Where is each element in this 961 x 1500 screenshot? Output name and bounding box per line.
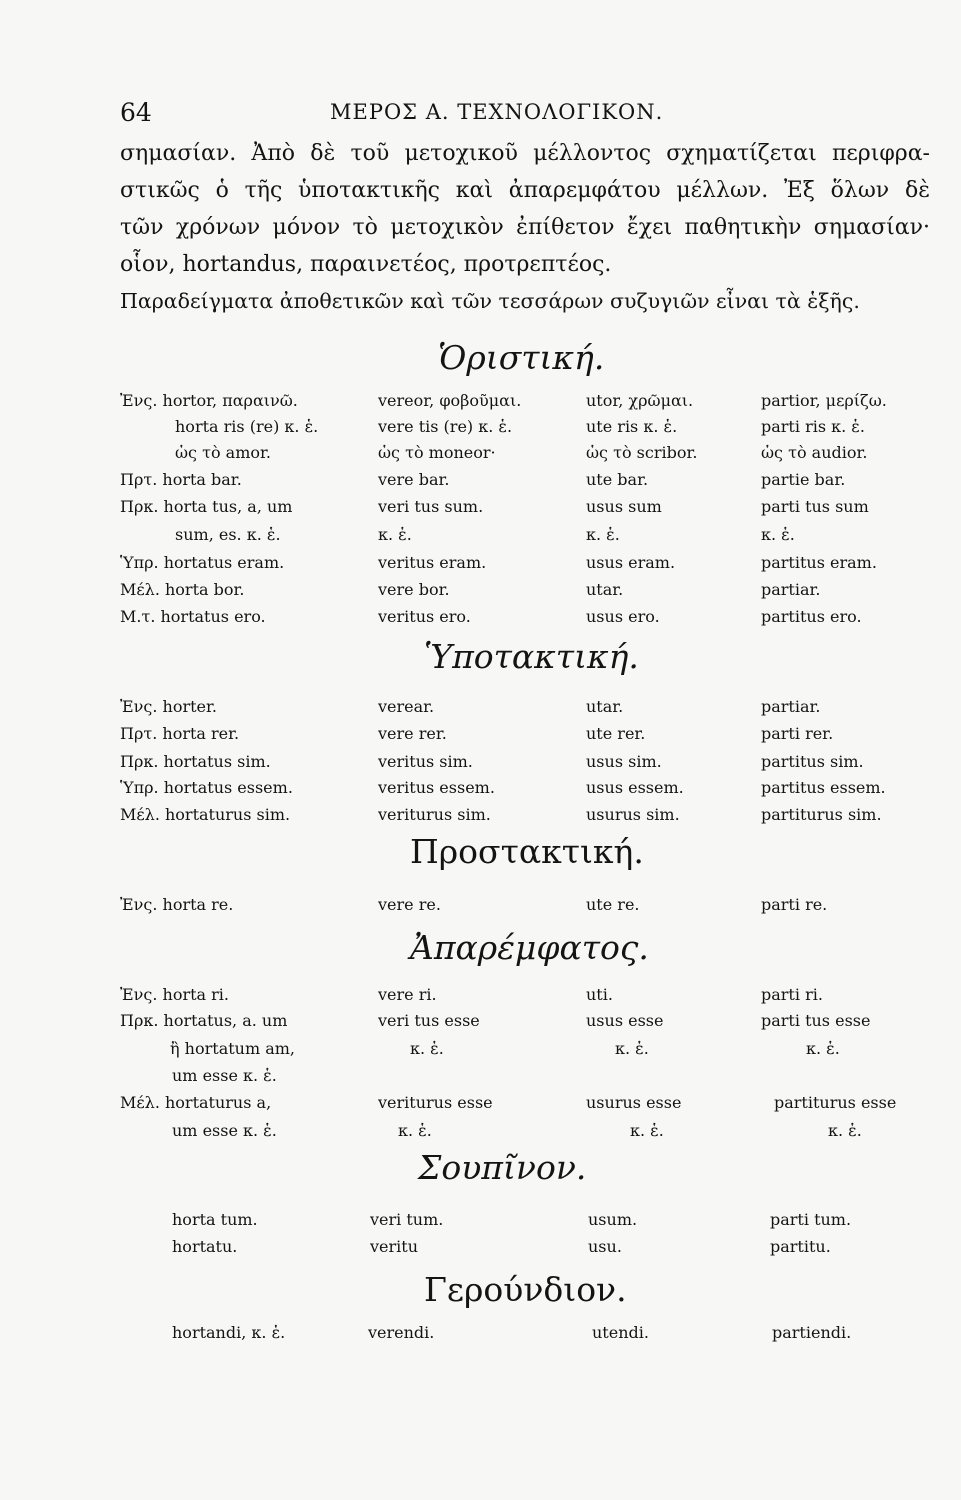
- cell: partiendi.: [772, 1323, 852, 1342]
- cell: hortandi, κ. ἑ.: [172, 1323, 286, 1342]
- table-row: [172, 1323, 961, 1349]
- section-title-oristiki: Ὁριστική.: [438, 338, 605, 377]
- cell: horta tum.: [172, 1210, 258, 1229]
- table-row: [120, 724, 920, 750]
- cell: veritus eram.: [378, 553, 487, 572]
- cell: κ. ἑ.: [378, 525, 412, 544]
- cell: Πρκ. hortatus, a. um: [120, 1011, 288, 1030]
- cell: ὡς τὸ audior.: [761, 443, 868, 462]
- cell: veri tum.: [370, 1210, 444, 1229]
- cell: hortatu.: [172, 1237, 238, 1256]
- cell: parti re.: [761, 895, 828, 914]
- table-row: [120, 895, 920, 921]
- cell: partior, μερίζω.: [761, 391, 887, 410]
- cell: ὡς τὸ amor.: [175, 443, 271, 462]
- cell: Πρκ. hortatus sim.: [120, 752, 271, 771]
- cell: usus sim.: [586, 752, 662, 771]
- table-row: [175, 443, 961, 469]
- table-row: [172, 1066, 961, 1092]
- cell: Μέλ. hortaturus sim.: [120, 805, 291, 824]
- section-title-prostaktiki: Προστακτική.: [410, 832, 644, 871]
- cell: vereor, φοβοῦμαι.: [378, 391, 522, 410]
- table-row: [120, 497, 920, 523]
- cell: Ὑπρ. hortatus eram.: [120, 553, 285, 572]
- cell: parti ri.: [761, 985, 823, 1004]
- cell: ute ris κ. ἑ.: [586, 417, 678, 436]
- intro-line: Παραδείγματα ἀποθετικῶν καὶ τῶν τεσσάρων συζυγιῶν εἶναι τὰ ἑξῆς.: [120, 289, 860, 313]
- cell: ὡς τὸ scribor.: [586, 443, 698, 462]
- cell: utor, χρῶμαι.: [586, 391, 694, 410]
- cell: vere re.: [378, 895, 441, 914]
- section-title-geroundion: Γερούνδιον.: [424, 1270, 627, 1309]
- table-row: [120, 1011, 920, 1037]
- cell: partiar.: [761, 697, 821, 716]
- cell: Πρκ. horta tus, a, um: [120, 497, 293, 516]
- cell: veritus ero.: [378, 607, 471, 626]
- cell: vere ri.: [378, 985, 437, 1004]
- table-row: [120, 470, 920, 496]
- cell: utar.: [586, 697, 624, 716]
- table-row: [175, 417, 961, 443]
- cell: κ. ἑ.: [828, 1121, 862, 1140]
- cell: veriturus esse: [378, 1093, 493, 1112]
- cell: vere bor.: [378, 580, 450, 599]
- cell: um esse κ. ἑ.: [172, 1121, 277, 1140]
- cell: κ. ἑ.: [398, 1121, 432, 1140]
- cell: verear.: [378, 697, 435, 716]
- cell: partitus sim.: [761, 752, 864, 771]
- cell: ute rer.: [586, 724, 646, 743]
- cell: veritus sim.: [378, 752, 473, 771]
- table-row: [120, 752, 920, 778]
- cell: Μέλ. horta bor.: [120, 580, 245, 599]
- cell: ute bar.: [586, 470, 649, 489]
- cell: veritus essem.: [378, 778, 495, 797]
- table-row: [120, 553, 920, 579]
- cell: sum, es. κ. ἑ.: [175, 525, 281, 544]
- cell: κ. ἑ.: [630, 1121, 664, 1140]
- cell: verendi.: [368, 1323, 435, 1342]
- cell: uti.: [586, 985, 613, 1004]
- table-row: [120, 1093, 920, 1119]
- cell: ὡς τὸ moneor·: [378, 443, 496, 462]
- cell: usum.: [588, 1210, 638, 1229]
- cell: partitus essem.: [761, 778, 886, 797]
- cell: κ. ἑ.: [615, 1039, 649, 1058]
- table-row: [170, 1039, 961, 1065]
- cell: Ἐνς. horter.: [120, 697, 217, 716]
- page-number: 64: [120, 98, 152, 127]
- table-row: [120, 607, 920, 633]
- cell: usurus esse: [586, 1093, 682, 1112]
- table-row: [120, 805, 920, 831]
- cell: partiar.: [761, 580, 821, 599]
- cell: κ. ἑ.: [806, 1039, 840, 1058]
- cell: usus eram.: [586, 553, 676, 572]
- table-row: [120, 778, 920, 804]
- section-title-ypotaktiki: Ὑποτακτική.: [424, 637, 639, 676]
- table-row: [172, 1210, 961, 1236]
- running-head: ΜΕΡΟΣ Α. ΤΕΧΝΟΛΟΓΙΚΟΝ.: [330, 100, 664, 124]
- table-row: [175, 525, 961, 551]
- cell: Πρτ. horta rer.: [120, 724, 240, 743]
- cell: veritu: [370, 1237, 419, 1256]
- cell: parti tus esse: [761, 1011, 871, 1030]
- table-row: [120, 580, 920, 606]
- section-title-soupinon: Σουπῖνον.: [418, 1148, 587, 1187]
- cell: usus ero.: [586, 607, 660, 626]
- table-row: [172, 1121, 961, 1147]
- cell: horta ris (re) κ. ἑ.: [175, 417, 319, 436]
- table-row: [120, 985, 920, 1011]
- intro-line: σημασίαν. Ἀπὸ δὲ τοῦ μετοχικοῦ μέλλοντος σχηματίζεται περιφρα-: [120, 141, 930, 166]
- cell: vere bar.: [378, 470, 450, 489]
- cell: κ. ἑ.: [410, 1039, 444, 1058]
- cell: partitus ero.: [761, 607, 862, 626]
- cell: usu.: [588, 1237, 622, 1256]
- cell: vere rer.: [378, 724, 447, 743]
- cell: ute re.: [586, 895, 640, 914]
- cell: usus sum: [586, 497, 662, 516]
- cell: usus esse: [586, 1011, 664, 1030]
- cell: usus essem.: [586, 778, 684, 797]
- cell: um esse κ. ἑ.: [172, 1066, 277, 1085]
- cell: partitu.: [770, 1237, 831, 1256]
- cell: utar.: [586, 580, 624, 599]
- cell: parti ris κ. ἑ.: [761, 417, 865, 436]
- cell: veri tus sum.: [378, 497, 484, 516]
- cell: parti rer.: [761, 724, 834, 743]
- cell: κ. ἑ.: [761, 525, 795, 544]
- table-row: [172, 1237, 961, 1263]
- page-header: [120, 98, 860, 128]
- cell: veri tus esse: [378, 1011, 480, 1030]
- cell: κ. ἑ.: [586, 525, 620, 544]
- cell: Ἐνς. hortor, παραινῶ.: [120, 391, 298, 410]
- cell: veriturus sim.: [378, 805, 491, 824]
- cell: Πρτ. horta bar.: [120, 470, 242, 489]
- cell: Μέλ. hortaturus a,: [120, 1093, 272, 1112]
- cell: partie bar.: [761, 470, 846, 489]
- cell: Ἐνς. horta ri.: [120, 985, 229, 1004]
- cell: Ὑπρ. hortatus essem.: [120, 778, 293, 797]
- cell: parti tum.: [770, 1210, 852, 1229]
- section-title-aparemfatos: Ἀπαρέμφατος.: [410, 928, 649, 967]
- table-row: [120, 391, 920, 417]
- table-row: [120, 697, 920, 723]
- intro-line: οἷον, hortandus, παραινετέος, προτρεπτέος.: [120, 252, 612, 277]
- intro-paragraph: [120, 135, 930, 320]
- intro-line: στικῶς ὁ τῆς ὑποτακτικῆς καὶ ἀπαρεμφάτου μέλλων. Ἐξ ὅλων δὲ: [120, 178, 930, 203]
- cell: usurus sim.: [586, 805, 680, 824]
- cell: utendi.: [592, 1323, 649, 1342]
- cell: vere tis (re) κ. ἑ.: [378, 417, 513, 436]
- cell: partitus eram.: [761, 553, 877, 572]
- cell: Ἐνς. horta re.: [120, 895, 234, 914]
- cell: Μ.τ. hortatus ero.: [120, 607, 266, 626]
- cell: partiturus esse: [774, 1093, 897, 1112]
- cell: parti tus sum: [761, 497, 869, 516]
- intro-line: τῶν χρόνων μόνον τὸ μετοχικὸν ἐπίθετον ἔχει παθητικὴν σημασίαν·: [120, 215, 930, 240]
- cell: ἢ hortatum am,: [170, 1039, 296, 1058]
- cell: partiturus sim.: [761, 805, 882, 824]
